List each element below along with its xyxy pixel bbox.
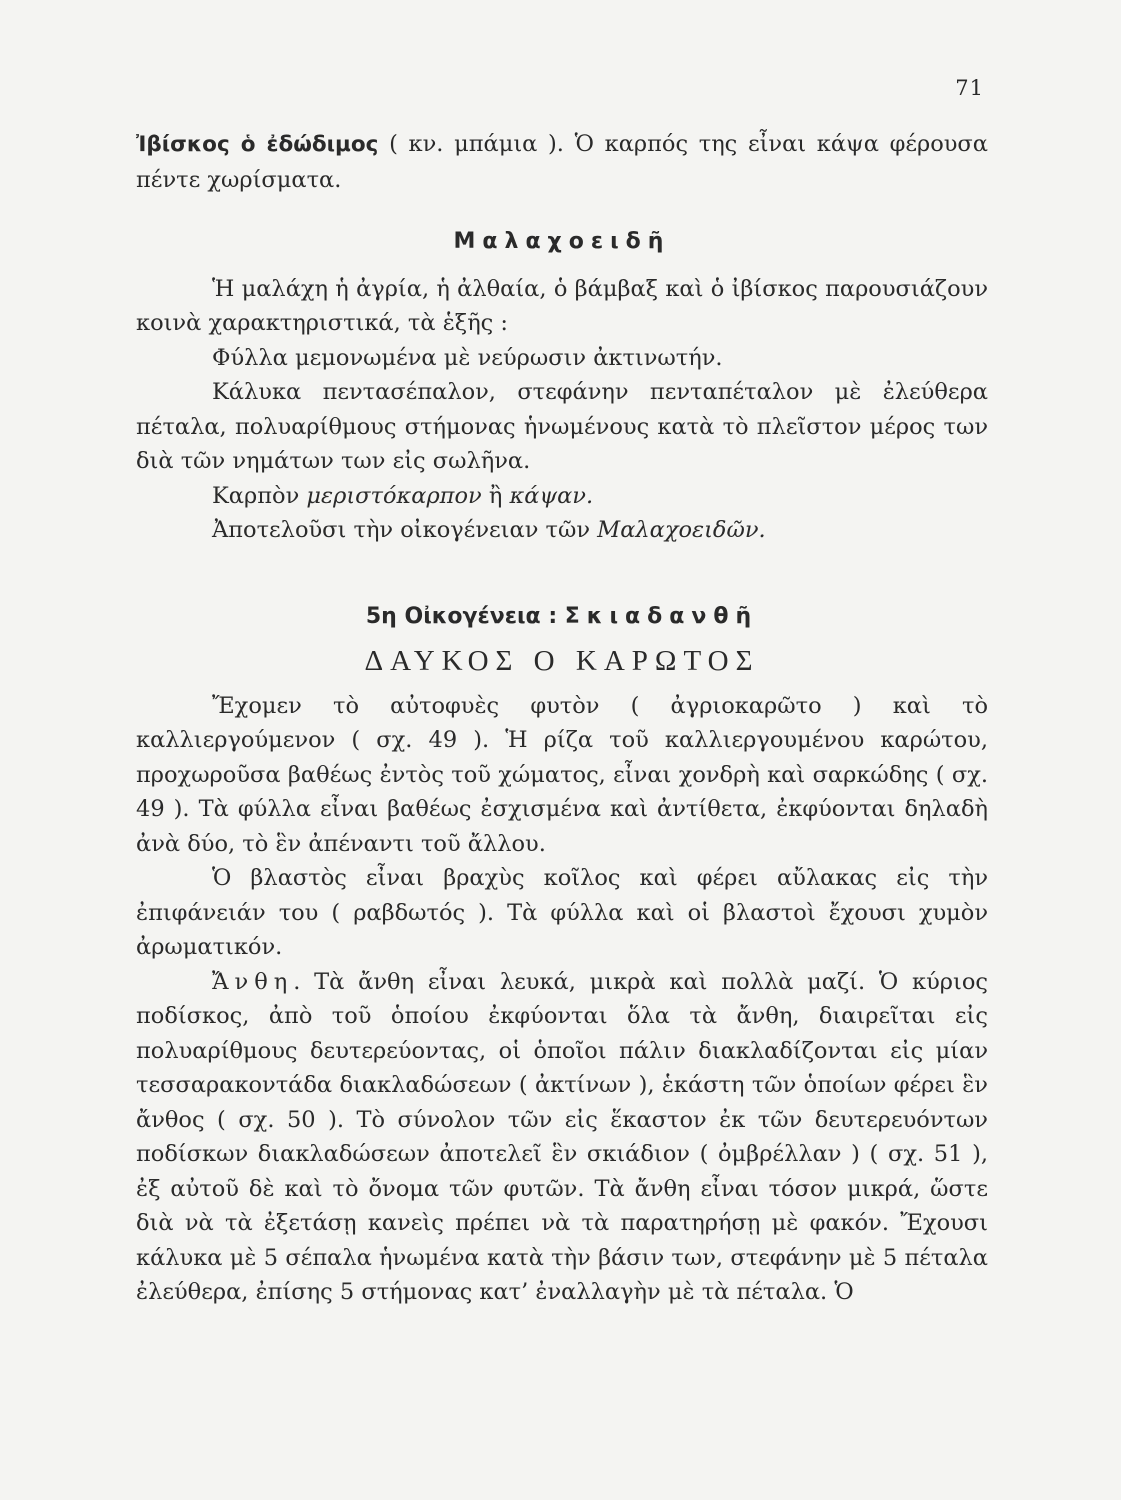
malvaceae-paragraph: Κάλυκα πεντασέπαλον, στεφάνην πενταπέταλον μὲ ἐλεύθερα πέταλα, πολυαρίθμους στήμονας ἡνωμένους κατὰ τὸ πλεῖστον μέρος των διὰ τῶν νημάτων των εἰς σωλῆνα. [136, 379, 988, 474]
malvaceae-heading: Μαλαχοειδῆ [453, 229, 671, 254]
malvaceae-paragraph: Φύλλα μεμονωμένα μὲ νεύρωσιν ἀκτινωτήν. [212, 344, 723, 371]
carrot-paragraph: Ὁ βλαστὸς εἶναι βραχὺς κοῖλος καὶ φέρει αὔλακας εἰς τὴν ἐπιφάνειάν του ( ραβδωτός ). Τὰ φύλλα καὶ οἱ βλαστοὶ ἔχουσι χυμὸν ἀρωματικόν. [136, 865, 988, 960]
fruit-italic-1: μεριστόκαρπον [306, 482, 482, 509]
body-text [136, 127, 988, 1310]
fruit-middle: ἢ [481, 482, 510, 509]
hibiscus-paragraph [136, 127, 988, 197]
page-number: 71 [955, 76, 984, 100]
carrot-paragraph: Ἔχομεν τὸ αὐτοφυὲς φυτὸν ( ἀγριοκαρῶτο ) καὶ τὸ καλλιεργούμενον ( σχ. 49 ). Ἡ ρίζα τοῦ καλλιεργουμένου καρώτου, προχωροῦσα βαθέως ἐντὸς τοῦ χώματος, εἶναι χονδρὴ καὶ σαρκώδης ( σχ. 49 ). Τὰ φύλλα εἶναι βαθέως ἐσχισμένα καὶ ἀντίθετα, ἐκφύονται δηλαδὴ ἀνὰ δύο, τὸ ἓν ἀπέναντι τοῦ ἄλλου. [136, 692, 988, 857]
flowers-paragraph [136, 965, 988, 1310]
hibiscus-term: Ἰβίσκος ὁ ἐδώδιμος [136, 132, 379, 157]
family5-name: Σκιαδανθῆ [564, 603, 759, 629]
family-italic: Μαλαχοειδῶν. [597, 517, 766, 543]
family5-heading [136, 600, 988, 635]
family-prefix: Ἀποτελοῦσι τὴν οἰκογένειαν τῶν [212, 517, 598, 543]
fruit-italic-2: κάψαν. [509, 482, 594, 509]
hibiscus-text: ( κν. μπάμια ). Ὁ καρπός της εἶναι κάψα φέρουσα πέντε χωρίσματα. [136, 131, 988, 193]
flowers-text: . Τὰ ἄνθη εἶναι λευκά, μικρὰ καὶ πολλὰ μαζί. Ὁ κύριος ποδίσκος, ἀπὸ τοῦ ὁποίου ἐκφύονται ὅλα τὰ ἄνθη, διαιρεῖται εἰς πολυαρίθμους δευτερεύοντας, οἱ ὁποῖοι πάλιν διακλαδίζονται εἰς μίαν τεσσαρακοντάδα διακλαδώσεων ( ἀκτίνων ), ἑκάστη τῶν ὁποίων φέρει ἓν ἄνθος ( σχ. 50 ). Τὸ σύνολον τῶν εἰς ἕκαστον ἐκ τῶν δευτερευόντων ποδίσκων διακλαδώσεων ἀποτελεῖ ἓν σκιάδιον ( ὀμβρέλλαν ) ( σχ. 51 ), ἐξ αὐτοῦ δὲ καὶ τὸ ὄνομα τῶν φυτῶν. Τὰ ἄνθη εἶναι τόσον μικρά, ὥστε διὰ νὰ τὰ ἐξετάσῃ κανεὶς πρέπει νὰ τὰ παρατηρήσῃ μὲ φακόν. Ἔχουσι κάλυκα μὲ 5 σέπαλα ἡνωμένα κατὰ τὴν βάσιν των, στεφάνην μὲ 5 πέταλα ἐλεύθερα, ἐπίσης 5 στήμονας κατ’ ἐναλλαγὴν μὲ τὰ πέταλα. Ὁ [136, 968, 988, 1305]
malvaceae-paragraph: Ἡ μαλάχη ἡ ἀγρία, ἡ ἀλθαία, ὁ βάμβαξ καὶ ὁ ἰβίσκος παρουσιάζουν κοινὰ χαρακτηριστικά, τὰ ἑξῆς : [136, 275, 988, 336]
family5-prefix: 5η Οἰκογένεια : [365, 603, 565, 629]
fruit-prefix: Καρπὸν [212, 482, 307, 509]
carrot-title: ΔΑΥΚΟΣ Ο ΚΑΡΩΤΟΣ [364, 645, 760, 677]
fruit-line [136, 479, 988, 514]
flowers-label: Ἄνθη [212, 968, 294, 995]
family-line [136, 513, 988, 548]
